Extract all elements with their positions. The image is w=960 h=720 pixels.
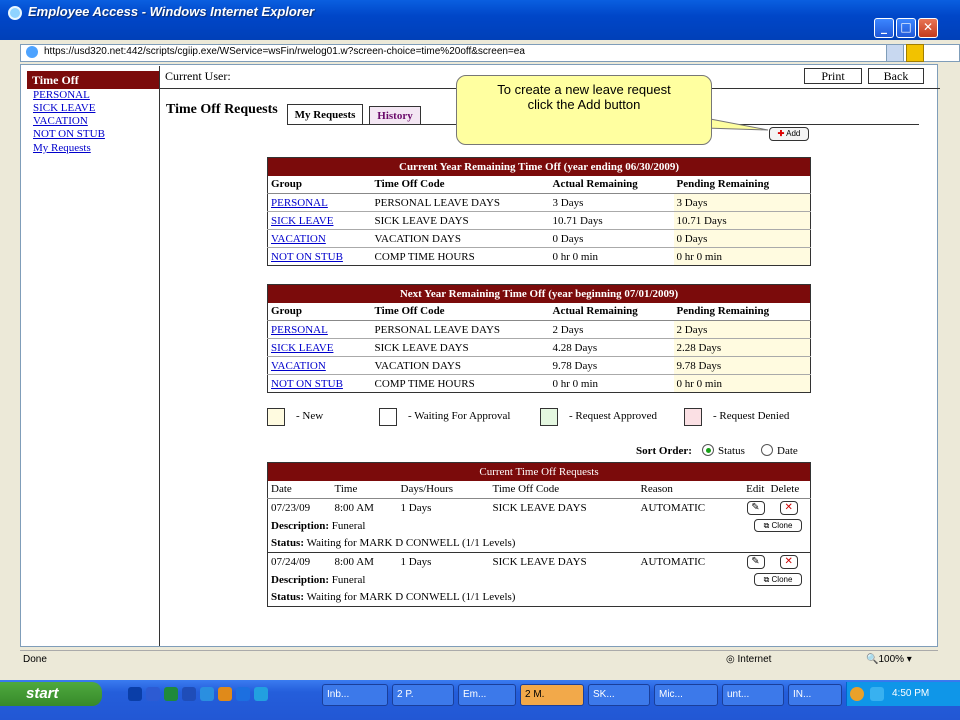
request-row <box>268 553 811 571</box>
clone-label: Clone <box>771 521 793 530</box>
legend-swatch-approved <box>540 408 558 426</box>
request-date: 07/24/09 <box>271 555 311 568</box>
column-header: Time Off Code <box>372 176 550 194</box>
legend-label-approved: - Request Approved <box>569 410 657 422</box>
page-title: Time Off Requests <box>166 102 278 117</box>
taskbar-item[interactable]: Inb... <box>322 684 388 706</box>
sidebar-divider <box>159 66 160 646</box>
sidebar-item-vacation[interactable]: VACATION <box>33 115 88 127</box>
request-status-row <box>268 589 811 607</box>
current-requests-table <box>267 462 811 607</box>
request-time: 8:00 AM <box>334 501 374 514</box>
request-description-row <box>268 517 811 535</box>
sort-date-label: Date <box>777 445 798 457</box>
group-link[interactable]: VACATION <box>268 357 372 375</box>
actual-remaining: 9.78 Days <box>550 357 674 375</box>
group-link[interactable]: VACATION <box>268 230 372 248</box>
maximize-button[interactable]: □ <box>896 18 916 38</box>
actual-remaining: 0 hr 0 min <box>550 248 674 266</box>
time-off-code: VACATION DAYS <box>372 230 550 248</box>
taskbar-item[interactable]: Mic... <box>654 684 718 706</box>
tray-icon[interactable] <box>850 687 864 701</box>
outlook-icon[interactable] <box>218 687 232 701</box>
column-header: Group <box>268 176 372 194</box>
dropdown-icon[interactable] <box>886 44 904 62</box>
status-text: Done <box>23 654 47 665</box>
legend-label-new: - New <box>296 410 324 422</box>
edit-icon[interactable]: ✎ <box>747 555 765 569</box>
request-reason: AUTOMATIC <box>640 555 706 568</box>
quicklaunch-icon[interactable] <box>128 687 142 701</box>
request-status-row <box>268 535 811 553</box>
tab-my-requests[interactable]: My Requests <box>287 104 363 125</box>
actual-remaining: 4.28 Days <box>550 339 674 357</box>
sort-order-label: Sort Order: <box>636 445 692 457</box>
actual-remaining: 0 Days <box>550 230 674 248</box>
column-header: Delete <box>768 481 811 499</box>
quicklaunch-icon[interactable] <box>200 687 214 701</box>
pending-remaining: 3 Days <box>674 194 811 212</box>
request-row <box>268 499 811 517</box>
plus-icon: ✚ <box>777 129 785 138</box>
clone-icon: ⧉ <box>763 575 770 584</box>
zone-label: Internet <box>737 654 772 665</box>
column-header: Group <box>268 303 372 321</box>
next-year-title: Next Year Remaining Time Off (year beginning 07/01/2009) <box>268 285 811 303</box>
request-description: Funeral <box>331 573 366 586</box>
sort-status-radio[interactable] <box>702 444 714 456</box>
edit-icon[interactable]: ✎ <box>747 501 765 515</box>
add-label: Add <box>786 129 801 138</box>
request-code: SICK LEAVE DAYS <box>492 501 587 514</box>
table-row <box>268 230 811 248</box>
time-off-code: SICK LEAVE DAYS <box>372 339 550 357</box>
request-days: 1 Days <box>400 501 432 514</box>
status-label: Status: <box>271 591 305 604</box>
tray-icon[interactable] <box>870 687 884 701</box>
time-off-code: SICK LEAVE DAYS <box>372 212 550 230</box>
current-year-table <box>267 157 811 266</box>
column-header: Actual Remaining <box>550 176 674 194</box>
status-label: Status: <box>271 537 305 550</box>
pending-remaining: 0 hr 0 min <box>674 248 811 266</box>
table-row <box>268 339 811 357</box>
word-icon[interactable] <box>146 687 160 701</box>
clone-button[interactable] <box>754 573 802 586</box>
globe-icon: ◎ <box>726 654 735 665</box>
actual-remaining: 3 Days <box>550 194 674 212</box>
time-off-code: COMP TIME HOURS <box>372 375 550 393</box>
zoom-icon: 🔍 <box>866 654 879 665</box>
table-row <box>268 357 811 375</box>
table-row <box>268 375 811 393</box>
time-off-code: PERSONAL LEAVE DAYS <box>372 194 550 212</box>
description-label: Description: <box>271 573 330 586</box>
description-label: Description: <box>271 519 330 532</box>
start-button[interactable]: start <box>0 682 102 706</box>
legend-label-denied: - Request Denied <box>713 410 790 422</box>
tab-history[interactable]: History <box>369 106 421 125</box>
back-button[interactable]: Back <box>868 68 924 84</box>
pending-remaining: 9.78 Days <box>674 357 811 375</box>
group-link[interactable]: NOT ON STUB <box>268 375 372 393</box>
window-title: Employee Access - Windows Internet Explorer <box>28 4 315 19</box>
ie-icon <box>8 6 22 20</box>
current-year-title: Current Year Remaining Time Off (year ending 06/30/2009) <box>268 158 811 176</box>
sidebar-item-my-requests[interactable]: My Requests <box>33 142 91 154</box>
group-link[interactable]: NOT ON STUB <box>268 248 372 266</box>
address-text[interactable]: https://usd320.net:442/scripts/cgiip.exe/WService=wsFin/rwelog01.w?screen-choice=time%20off&screen=ea <box>44 46 525 57</box>
ie-icon[interactable] <box>236 687 250 701</box>
excel-icon[interactable] <box>164 687 178 701</box>
column-header: Edit <box>738 481 768 499</box>
taskbar-item[interactable]: IN... <box>788 684 842 706</box>
legend-swatch-new <box>267 408 285 426</box>
lock-icon[interactable] <box>906 44 924 62</box>
page-icon <box>26 46 38 58</box>
pending-remaining: 0 Days <box>674 230 811 248</box>
current-requests-title: Current Time Off Requests <box>268 463 811 481</box>
delete-icon[interactable]: ✕ <box>780 501 798 515</box>
column-header: Time Off Code <box>372 303 550 321</box>
time-off-code: VACATION DAYS <box>372 357 550 375</box>
time-off-code: PERSONAL LEAVE DAYS <box>372 321 550 339</box>
clone-label: Clone <box>771 575 793 584</box>
legend-swatch-denied <box>684 408 702 426</box>
taskbar-item[interactable]: 2 P. <box>392 684 454 706</box>
request-reason: AUTOMATIC <box>640 501 706 514</box>
table-row <box>268 321 811 339</box>
callout-line-2: click the Add button <box>527 97 641 112</box>
clone-button[interactable] <box>754 519 802 532</box>
table-row <box>268 248 811 266</box>
sidebar-item-not-on-stub[interactable]: NOT ON STUB <box>33 128 105 140</box>
pending-remaining: 10.71 Days <box>674 212 811 230</box>
actual-remaining: 10.71 Days <box>550 212 674 230</box>
group-link[interactable]: PERSONAL <box>268 194 372 212</box>
pending-remaining: 0 hr 0 min <box>674 375 811 393</box>
zoom-control[interactable]: 🔍100% ▾ <box>866 654 912 665</box>
time-off-code: COMP TIME HOURS <box>372 248 550 266</box>
minimize-button[interactable]: _ <box>874 18 894 38</box>
current-user-label: Current User: <box>165 69 231 83</box>
clock: 4:50 PM <box>892 688 930 699</box>
column-header: Date <box>268 481 332 499</box>
clone-icon: ⧉ <box>763 521 770 530</box>
taskbar-item[interactable]: SK... <box>588 684 650 706</box>
zone-indicator <box>726 654 771 665</box>
request-time: 8:00 AM <box>334 555 374 568</box>
request-days: 1 Days <box>400 555 432 568</box>
column-header: Time Off Code <box>490 481 638 499</box>
sidebar-item-sick-leave[interactable]: SICK LEAVE <box>33 102 96 114</box>
request-status: Waiting for MARK D CONWELL (1/1 Levels) <box>306 591 516 604</box>
next-year-table <box>267 284 811 393</box>
request-date: 07/23/09 <box>271 501 311 514</box>
group-link[interactable]: SICK LEAVE <box>268 212 372 230</box>
column-header: Actual Remaining <box>550 303 674 321</box>
column-header: Reason <box>638 481 738 499</box>
print-button[interactable]: Print <box>804 68 862 84</box>
taskbar-item[interactable]: unt... <box>722 684 784 706</box>
table-row <box>268 212 811 230</box>
quicklaunch-icon[interactable] <box>182 687 196 701</box>
add-button[interactable] <box>769 127 809 141</box>
actual-remaining: 2 Days <box>550 321 674 339</box>
actual-remaining: 0 hr 0 min <box>550 375 674 393</box>
column-header: Pending Remaining <box>674 303 811 321</box>
callout-line-1: To create a new leave request <box>497 82 671 97</box>
legend-label-waiting: - Waiting For Approval <box>408 410 511 422</box>
pending-remaining: 2.28 Days <box>674 339 811 357</box>
request-description-row <box>268 571 811 589</box>
sort-date-radio[interactable] <box>761 444 773 456</box>
quicklaunch-icon[interactable] <box>254 687 268 701</box>
legend-swatch-waiting <box>379 408 397 426</box>
zoom-level: 100% <box>878 654 905 665</box>
sort-status-label: Status <box>718 445 745 457</box>
request-description: Funeral <box>331 519 366 532</box>
delete-icon[interactable]: ✕ <box>780 555 798 569</box>
sidebar-title: Time Off <box>27 71 159 89</box>
pending-remaining: 2 Days <box>674 321 811 339</box>
close-button[interactable]: ✕ <box>918 18 938 38</box>
callout-tooltip <box>456 75 712 145</box>
column-header: Pending Remaining <box>674 176 811 194</box>
column-header: Time <box>332 481 398 499</box>
request-code: SICK LEAVE DAYS <box>492 555 587 568</box>
taskbar-item[interactable]: Em... <box>458 684 516 706</box>
group-link[interactable]: SICK LEAVE <box>268 339 372 357</box>
status-bar <box>20 650 938 670</box>
group-link[interactable]: PERSONAL <box>268 321 372 339</box>
taskbar-item-active[interactable]: 2 M. <box>520 684 584 706</box>
sidebar-item-personal[interactable]: PERSONAL <box>33 89 90 101</box>
request-status: Waiting for MARK D CONWELL (1/1 Levels) <box>306 537 516 550</box>
table-row <box>268 194 811 212</box>
column-header: Days/Hours <box>398 481 490 499</box>
